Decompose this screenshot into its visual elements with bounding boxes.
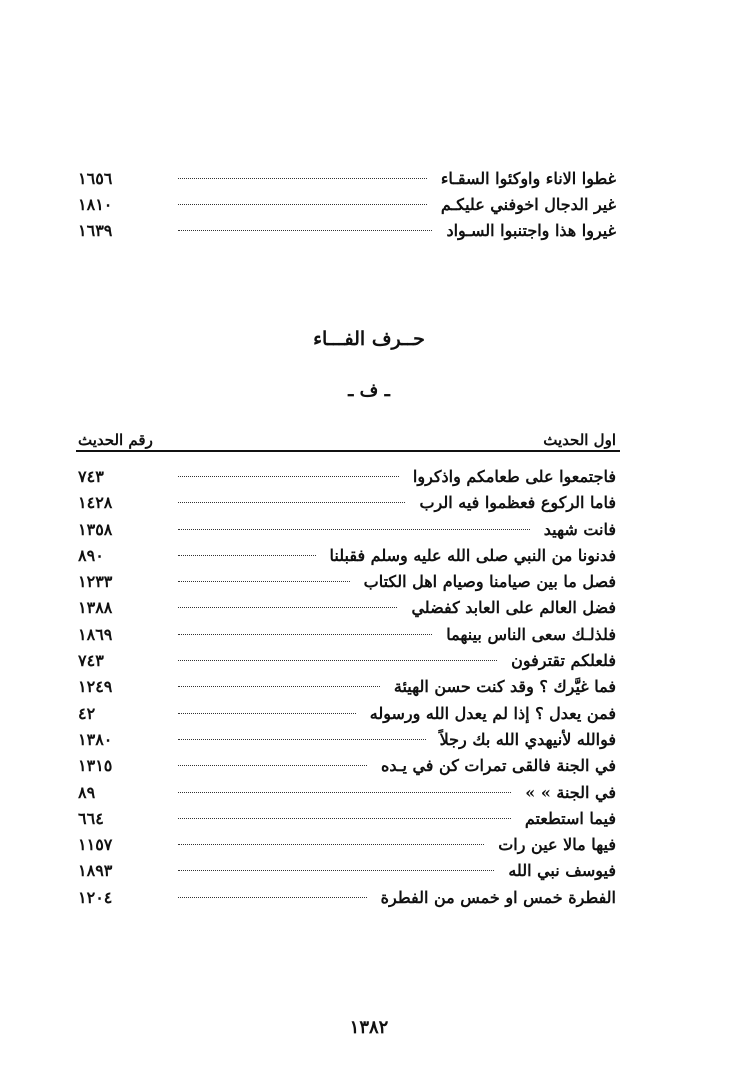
index-entry [78, 166, 616, 192]
index-entry [78, 569, 616, 595]
dot-leader [178, 765, 367, 766]
hadith-number: ٧٤٣ [78, 467, 104, 486]
top-entries-list [78, 166, 616, 244]
hadith-number: ١٢٠٤ [78, 887, 113, 907]
hadith-number: ١٤٢٨ [78, 493, 113, 513]
hadith-text: فاما الركوع فعظموا فيه الرب [419, 493, 616, 513]
index-entry [78, 701, 616, 727]
index-entry [78, 753, 616, 779]
dot-leader [178, 870, 494, 871]
dot-leader [178, 792, 511, 793]
column-headers [78, 423, 616, 449]
index-entry [78, 490, 616, 516]
hadith-text: فاجتمعوا على طعامكم واذكروا [412, 467, 616, 486]
hadith-text: فدنونا من النبي صلى الله عليه وسلم فقبلنا [329, 545, 616, 565]
hadith-number: ٨٩٠ [78, 545, 104, 565]
hadith-number: ١٢٣٣ [78, 572, 113, 592]
index-entry [78, 622, 616, 648]
hadith-text: في الجنة فالقى تمرات كن في يـده [380, 756, 616, 776]
number-column-header: رقم الحديث [78, 431, 153, 449]
hadith-number: ١٢٤٩ [78, 677, 113, 697]
index-entry [78, 595, 616, 621]
index-entry [78, 464, 616, 490]
dot-leader [178, 634, 432, 635]
dot-leader [178, 476, 399, 477]
dot-leader [178, 204, 427, 205]
index-entry [78, 543, 616, 569]
index-entry [78, 832, 616, 858]
hadith-text: فوالله لأنيهدي الله بك رجلاً [439, 729, 616, 749]
dot-leader [178, 660, 497, 661]
header-rule [76, 450, 620, 452]
hadith-text: فيوسف نبي الله [508, 861, 616, 881]
index-entry [78, 218, 616, 244]
hadith-number: ١٨٩٣ [78, 861, 113, 881]
hadith-text: فيها مالا عين رات [498, 835, 616, 855]
page-number: ١٣٨٢ [349, 1017, 389, 1038]
hadith-number: ١٣٨٨ [78, 598, 113, 618]
hadith-number: ٦٦٤ [78, 808, 104, 828]
hadith-number: ١٣٥٨ [78, 519, 113, 539]
dot-leader [178, 897, 367, 898]
hadith-text: فضل العالم على العابد كفضلي [411, 598, 616, 618]
hadith-number: ١٦٣٩ [78, 221, 113, 240]
dot-leader [178, 555, 316, 556]
hadith-text: غيروا هذا واجتنبوا السـواد [446, 221, 616, 240]
section-title: حــرف الفـــاء [313, 328, 425, 350]
hadith-number: ١٨١٠ [78, 195, 113, 214]
index-entry [78, 727, 616, 753]
dot-leader [178, 818, 511, 819]
hadith-number: ٤٢ [78, 703, 96, 723]
hadith-number: ١٦٥٦ [78, 169, 113, 188]
hadith-number: ٨٩ [78, 782, 96, 802]
hadith-text: غير الدجال اخوفني عليكـم [440, 195, 616, 214]
index-entry [78, 780, 616, 806]
hadith-text: فلعلكم تقترفون [511, 651, 616, 671]
index-entry [78, 806, 616, 832]
dot-leader [178, 529, 530, 530]
hadith-number: ١٣٨٠ [78, 729, 113, 749]
hadith-text: فانت شهيد [543, 519, 616, 539]
hadith-text: في الجنة » » [525, 782, 616, 802]
dot-leader [178, 581, 350, 582]
dot-leader [178, 686, 380, 687]
index-entry [78, 517, 616, 543]
hadith-text: الفطرة خمس او خمس من الفطرة [380, 887, 616, 907]
hadith-column-header: اول الحديث [543, 431, 616, 449]
hadith-number: ١٨٦٩ [78, 624, 113, 644]
index-entry [78, 885, 616, 911]
hadith-text: فمن يعدل ؟ إذا لم يعدل الله ورسوله [369, 703, 616, 723]
dot-leader [178, 502, 405, 503]
hadith-text: فما غيَّرك ؟ وقد كنت حسن الهيئة [393, 677, 616, 697]
index-entry [78, 674, 616, 700]
hadith-text: فصل ما بين صيامنا وصيام اهل الكتاب [363, 572, 616, 592]
letter-subtitle: ـ ف ـ [348, 380, 390, 401]
hadith-text: فيما استطعتم [524, 808, 616, 828]
dot-leader [178, 713, 356, 714]
hadith-text: فلذلـك سعى الناس بينهما [446, 624, 616, 644]
hadith-text: غطوا الاناء واوكئوا السقـاء [440, 169, 616, 188]
hadith-number: ١١٥٧ [78, 835, 113, 855]
hadith-number: ١٣١٥ [78, 756, 113, 776]
dot-leader [178, 739, 426, 740]
main-entries-list [78, 464, 616, 911]
dot-leader [178, 230, 432, 231]
dot-leader [178, 844, 484, 845]
index-entry [78, 858, 616, 884]
hadith-number: ٧٤٣ [78, 651, 104, 671]
dot-leader [178, 607, 397, 608]
index-entry [78, 192, 616, 218]
dot-leader [178, 178, 427, 179]
index-entry [78, 648, 616, 674]
